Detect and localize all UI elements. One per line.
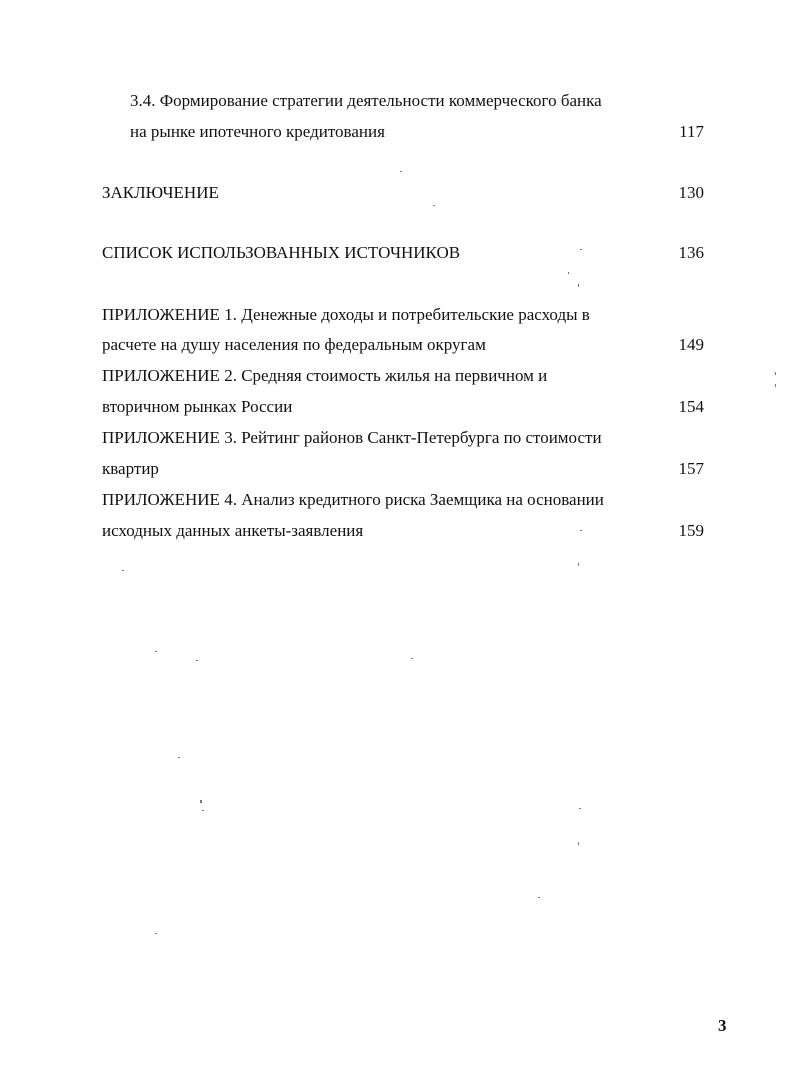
scan-speck — [579, 808, 581, 809]
toc-entry-appendix-2-page: 154 — [678, 397, 704, 416]
toc-entry-3-4-line-2: на рынке ипотечного кредитования — [130, 122, 385, 141]
scan-speck — [200, 800, 202, 803]
toc-entry-appendix-2-line-1: ПРИЛОЖЕНИЕ 2. Средняя стоимость жилья на первичном и — [102, 366, 548, 385]
toc-entry-appendix-4-line-2: исходных данных анкеты-заявления — [102, 521, 364, 540]
toc-entry-conclusion: ЗАКЛЮЧЕНИЕ — [102, 183, 219, 202]
scan-speck — [578, 842, 579, 845]
scan-speck — [580, 530, 582, 531]
scan-speck — [178, 757, 180, 758]
toc-entry-sources: СПИСОК ИСПОЛЬЗОВАННЫХ ИСТОЧНИКОВ — [102, 243, 461, 262]
scan-speck — [580, 249, 582, 250]
toc-entry-appendix-4-line-1: ПРИЛОЖЕНИЕ 4. Анализ кредитного риска Заемщика на основании — [102, 490, 604, 509]
toc-entry-appendix-1-line-2: расчете на душу населения по федеральным округам — [102, 335, 486, 354]
toc-entry-appendix-3-line-1: ПРИЛОЖЕНИЕ 3. Рейтинг районов Санкт-Петербурга по стоимости — [102, 428, 602, 447]
scan-speck — [400, 171, 402, 172]
toc-entry-appendix-3-page: 157 — [678, 459, 704, 478]
toc-entry-appendix-1-line-1: ПРИЛОЖЕНИЕ 1. Денежные доходы и потребительские расходы в — [102, 305, 590, 324]
scan-speck — [538, 897, 540, 898]
scan-speck — [775, 372, 776, 375]
toc-entry-3-4-line-1: 3.4. Формирование стратегии деятельности коммерческого банка — [130, 91, 602, 110]
scan-speck — [568, 272, 569, 274]
toc-entry-appendix-4-page: 159 — [678, 521, 704, 540]
scan-speck — [433, 205, 435, 206]
scan-speck — [155, 933, 157, 934]
toc-entry-3-4-page: 117 — [679, 122, 704, 141]
scan-speck — [202, 810, 204, 811]
toc-entry-appendix-2-line-2: вторичном рынках России — [102, 397, 293, 416]
scan-speck — [578, 284, 579, 287]
toc-entry-conclusion-page: 130 — [678, 183, 704, 202]
scan-speck — [122, 570, 124, 571]
scan-speck — [196, 660, 198, 661]
scan-speck — [775, 384, 776, 387]
toc-entry-appendix-1-page: 149 — [678, 335, 704, 354]
toc-entry-appendix-3-line-2: квартир — [102, 459, 159, 478]
scan-speck — [411, 658, 413, 659]
scan-speck — [578, 563, 579, 566]
page-number: 3 — [718, 1016, 727, 1035]
toc-entry-sources-page: 136 — [678, 243, 704, 262]
scan-speck — [155, 651, 157, 652]
